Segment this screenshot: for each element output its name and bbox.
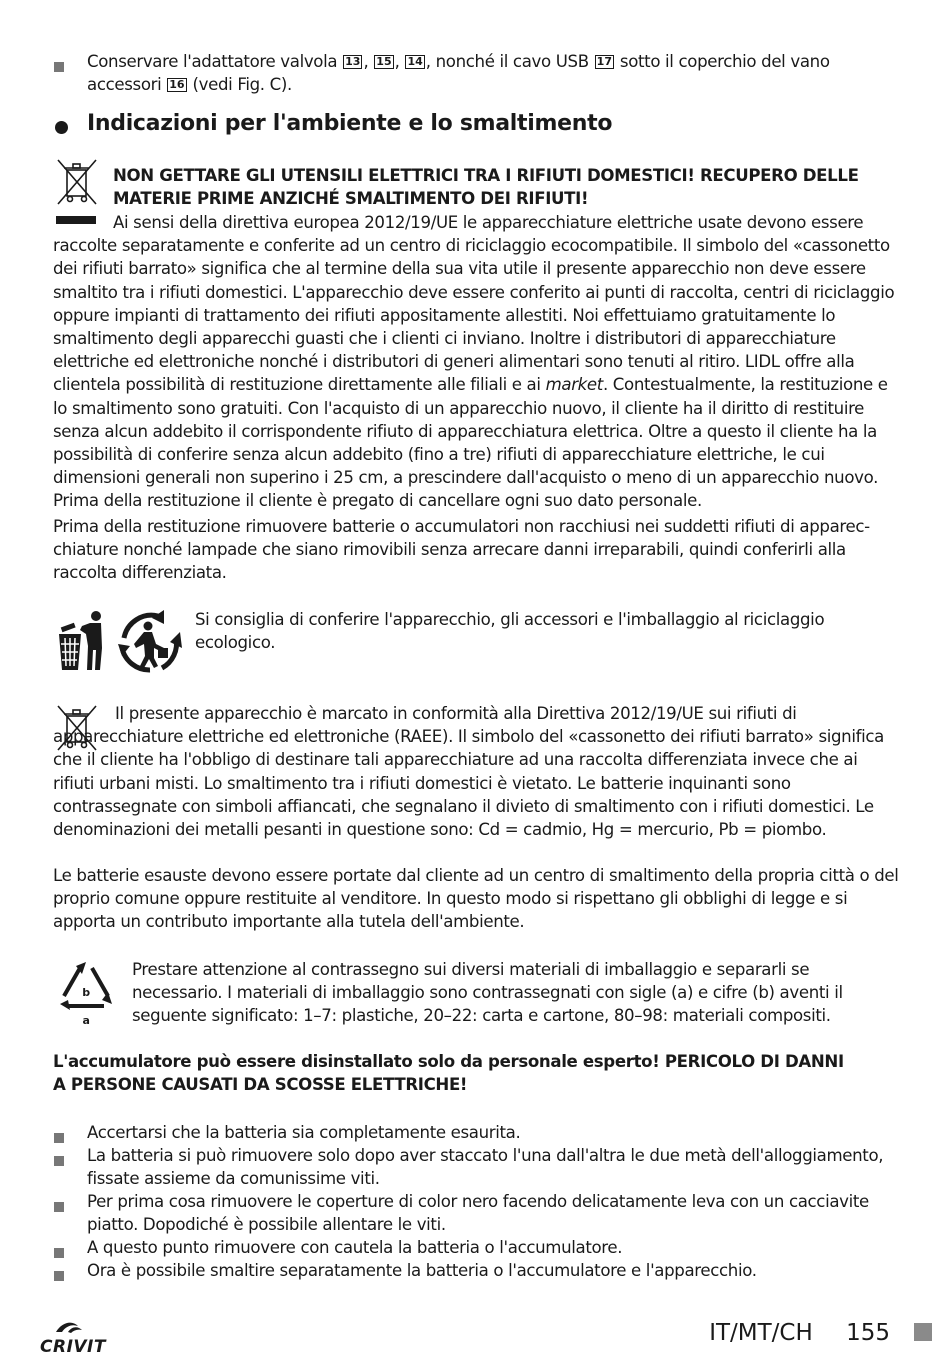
bullet-square: [54, 1133, 64, 1143]
text-span: sotto il coperchio del vano accessori: [87, 52, 830, 95]
ref-number: 13: [345, 55, 361, 68]
text-span-italic: market: [545, 375, 603, 395]
brand-name: CRIVIT: [40, 1337, 106, 1357]
brand-logo: [38, 1318, 110, 1360]
crivit-wave-icon: [38, 1318, 110, 1338]
ref-number: 14: [407, 55, 423, 68]
recycle-paragraph: Si consiglia di conferire l'apparecchio, gli accessori e l'imballaggio al riciclaggio ecologico.: [195, 610, 825, 653]
step-item: Ora è possibile smaltire separatamente la batteria o l'accumulatore e l'apparecchio.: [87, 1261, 757, 1280]
ref-number: 16: [169, 78, 185, 92]
bullet-square: [54, 1271, 64, 1281]
ref-number: 15: [376, 55, 392, 68]
step-item: La batteria si può rimuovere solo dopo aver staccato l'una dall'altra le due metà dell'alloggiamento, fissate assieme da comunissime viti.: [87, 1146, 884, 1189]
packaging-recycle-triangle-icon: [56, 960, 116, 1028]
accumulator-warning: L'accumulatore può essere disinstallato solo da personale esperto! PERICOLO DI DANNI A PERSONE CAUSATI DA SCOSSE ELETTRICHE!: [53, 1052, 844, 1095]
packaging-paragraph: Prestare attenzione al contrassegno sui diversi materiali di imballaggio e separarli se necessario. I materiali di imballaggio sono contrassegnati con sigle (a) e cifre (b) aventi il seguente significato: 1–7: plastiche, 20–22: carta e cartone, 80–98: materiali compositi.: [132, 960, 843, 1026]
bullet-square: [54, 1248, 64, 1258]
text-span: Conservare l'adattatore valvola: [87, 52, 343, 71]
page-footer-label: [709, 1318, 890, 1348]
text-span: Ai sensi della direttiva europea 2012/19/UE le apparecchiature elettriche usate devono essere raccolte separatamente e conferite ad un centro di riciclaggio ecocompatibile. Il simbolo del «cassonetto dei rifiuti barrato» significa che al termine della sua vita utile il presente apparecchio non deve essere smaltito tra i rifiuti domestici. L'apparecchio deve essere conferito ai punti di raccolta, centri di riciclaggio oppure impianti di trattamento dei rifiuti appositamente allestiti. Noi effettuiamo gratuitamente lo smaltimento degli apparecchi guasti che i clienti ci inviano. Inoltre i distributori di apparecchiature elettriche ed elettroniche nonché i distributori di generi alimentari sono tenuti al ritiro. LIDL offre alla clientela possibilità di restituzione direttamente alle filiali e ai: [53, 213, 895, 395]
text-span: (vedi Fig. C).: [187, 75, 292, 95]
packaging-code-a: a: [82, 1014, 90, 1027]
page-marker-square: [914, 1323, 932, 1341]
step-item: A questo punto rimuovere con cautela la batteria o l'accumulatore.: [87, 1238, 623, 1257]
ref-number: 17: [596, 55, 612, 68]
exhausted-batteries-paragraph: Le batterie esauste devono essere portate dal cliente ad un centro di smaltimento della propria città o del proprio comune oppure restituite al venditore. In questo modo si rispettano gli obblighi di legge e si apporta un contributo importante alla tutela dell'ambiente.: [53, 866, 899, 932]
text-span: . Contestualmente, la restituzione e lo smaltimento sono gratuiti. Con l'acquisto di un apparecchio nuovo, il cliente ha il diritto di restituire senza alcun addebito il corrispondente rifiuto di apparecchiatura elettrica. Oltre a questo il cliente ha la possibilità di conferire senza alcun addebito (fino a tre) rifiuti di apparecchiature elettriche, le cui dimensioni generali non superino i 25 cm, a prescindere dall'acquisto o meno di un apparecchio nuovo. Prima della restituzione il cliente è pregato di cancellare ogni suo dato personale.: [53, 375, 888, 511]
language-code: IT/MT/CH: [709, 1320, 813, 1346]
packaging-code-b: b: [82, 986, 90, 999]
bullet-square: [54, 1156, 64, 1166]
bullet-square: [54, 62, 64, 72]
warning-heading: NON GETTARE GLI UTENSILI ELETTRICI TRA I RIFIUTI DOMESTICI! RECUPERO DELLE MATERIE PRIME ANZICHÉ SMALTIMENTO DEI RIFIUTI!: [113, 166, 859, 209]
step-item: Accertarsi che la batteria sia completamente esaurita.: [87, 1123, 521, 1142]
raee-paragraph: Il presente apparecchio è marcato in conformità alla Direttiva 2012/19/UE sui rifiuti di apparecchiature elettriche ed elettroniche (RAEE). Il simbolo del «cassonetto dei rifiuti barrato» significa che il cliente ha l'obbligo di destinare tali apparecchiature ad una raccolta differenziata invece che ai rifiuti urbani misti. Lo smaltimento tra i rifiuti domestici è vietato. Le batterie inquinanti sono contrassegnate con simboli affiancati, che segnalano il divieto di smaltimento con i rifiuti domestici. Le denominazioni dei metalli pesanti in questione sono: Cd = cadmio, Hg = mercurio, Pb = piombo.: [53, 704, 884, 840]
heading-bullet-dot: [55, 121, 68, 134]
section-heading: Indicazioni per l'ambiente e lo smaltimento: [87, 111, 613, 136]
step-item: Per prima cosa rimuovere le coperture di color nero facendo delicatamente leva con un cacciavite piatto. Dopodiché è possibile allentare le viti.: [87, 1192, 869, 1235]
page-number: 155: [846, 1320, 890, 1346]
crossed-bin-icon: [54, 156, 100, 216]
text-span: ,: [394, 52, 405, 71]
text-span: , nonché il cavo USB: [425, 52, 594, 71]
text-span: ,: [363, 52, 374, 71]
recycle-person-icon: [55, 608, 107, 672]
weee-paragraph: [53, 211, 902, 513]
batteries-removal-paragraph: Prima della restituzione rimuovere batterie o accumulatori non racchiusi nei suddetti rifiuti di apparecchiature nonché lampade che siano rimovibili senza arrecare danni irreparabili, quindi conferirli alla raccolta differenziata.: [53, 517, 871, 583]
top-bullet-text: [87, 50, 904, 96]
tidyman-recycle-icon: [114, 608, 186, 674]
bullet-square: [54, 1202, 64, 1212]
